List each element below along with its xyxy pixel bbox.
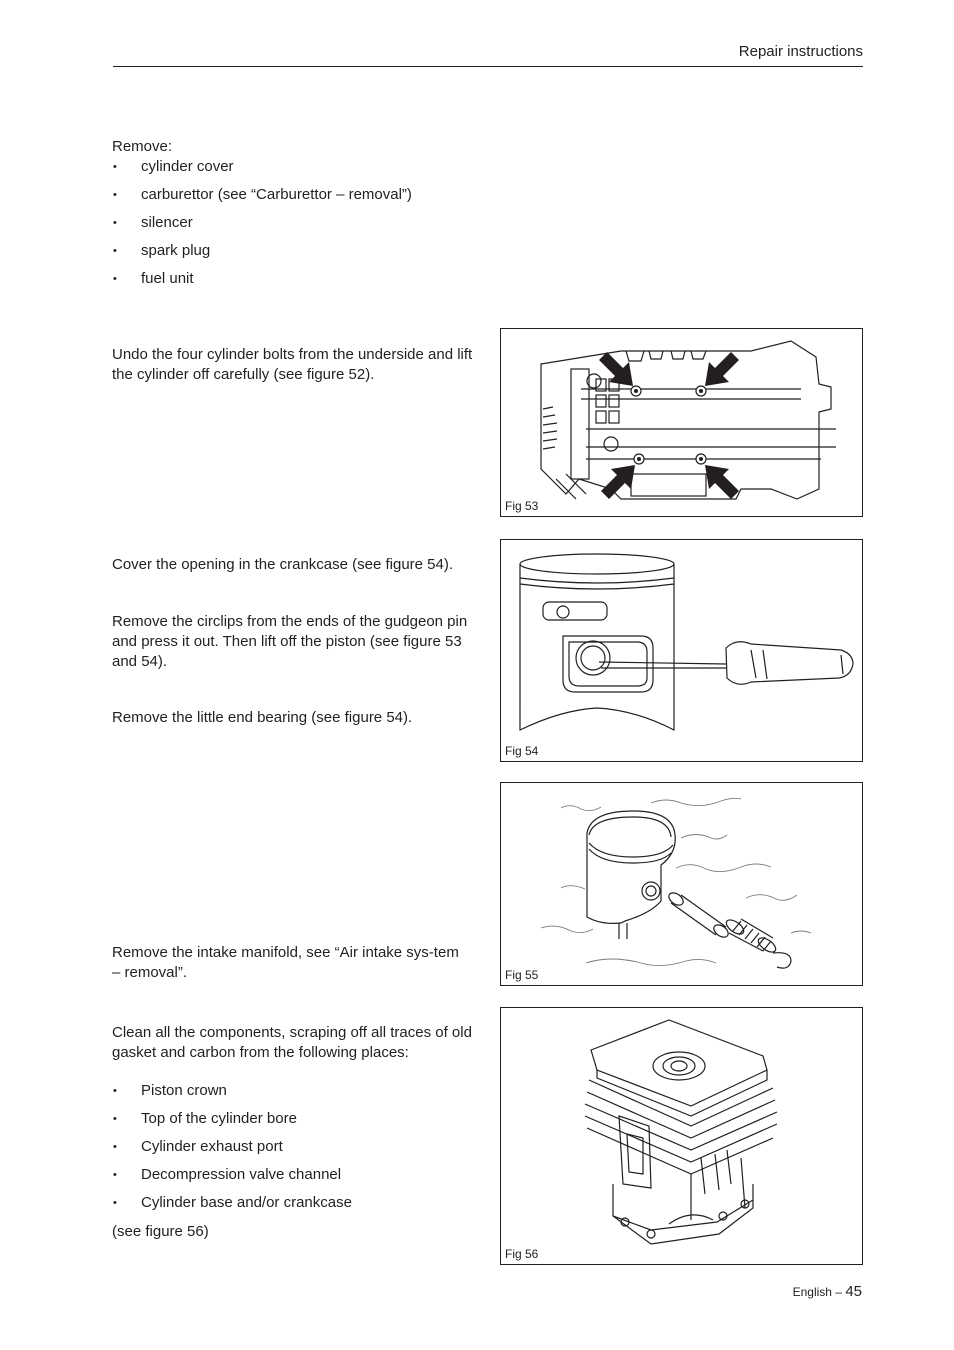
cover-opening-paragraph: Cover the opening in the crankcase (see figure 54). [112,556,454,573]
page-header [113,42,863,67]
remove-section [112,137,480,289]
list-item: • Decompression valve channel [112,1165,476,1185]
piston-screwdriver-illustration [501,540,862,761]
header-title: Repair instructions [738,43,863,60]
figure-55 [500,782,863,986]
list-item: • silencer [112,213,480,233]
page-footer [793,1283,862,1300]
footer-language: English [792,1285,832,1299]
figure-label: Fig 53 [505,499,539,513]
remove-list [112,157,480,289]
list-item: • Cylinder exhaust port [112,1137,476,1157]
clean-list [112,1081,476,1213]
list-item: • fuel unit [112,269,480,289]
list-item: • Cylinder base and/or crankcase [112,1193,476,1213]
page-number: 45 [845,1283,862,1300]
piston-pin-bearing-illustration [501,783,862,985]
clean-intro: Clean all the components, scraping off all traces of old gasket and carbon from the following places: [112,1024,472,1061]
list-item: • carburettor (see “Carburettor – removal”) [112,185,480,205]
clean-section [112,1023,476,1242]
remove-intro: Remove: [112,138,173,155]
intake-manifold-paragraph: Remove the intake manifold, see “Air intake sys-tem – removal”. [112,944,459,981]
list-item: • Top of the cylinder bore [112,1109,476,1129]
list-item: • Piston crown [112,1081,476,1101]
figure-56 [500,1007,863,1265]
list-item: • cylinder cover [112,157,480,177]
figure-label: Fig 54 [505,744,539,758]
cylinder-bolts-illustration [501,329,862,516]
figure-54 [500,539,863,762]
figure-label: Fig 55 [505,968,539,982]
figure-53 [500,328,863,517]
clean-outro: (see figure 56) [112,1223,209,1240]
figure-label: Fig 56 [505,1247,539,1261]
little-end-paragraph: Remove the little end bearing (see figure 54). [112,709,413,726]
list-item: • spark plug [112,241,480,261]
circlips-paragraph: Remove the circlips from the ends of the gudgeon pin and press it out. Then lift off the piston (see figure 53 and 54). [112,613,468,670]
arrow-icon [599,352,739,499]
cylinder-bolts-paragraph: Undo the four cylinder bolts from the underside and lift the cylinder off carefully (see figure 52). [112,346,473,383]
cylinder-illustration [501,1008,862,1264]
footer-separator: – [831,1285,846,1299]
